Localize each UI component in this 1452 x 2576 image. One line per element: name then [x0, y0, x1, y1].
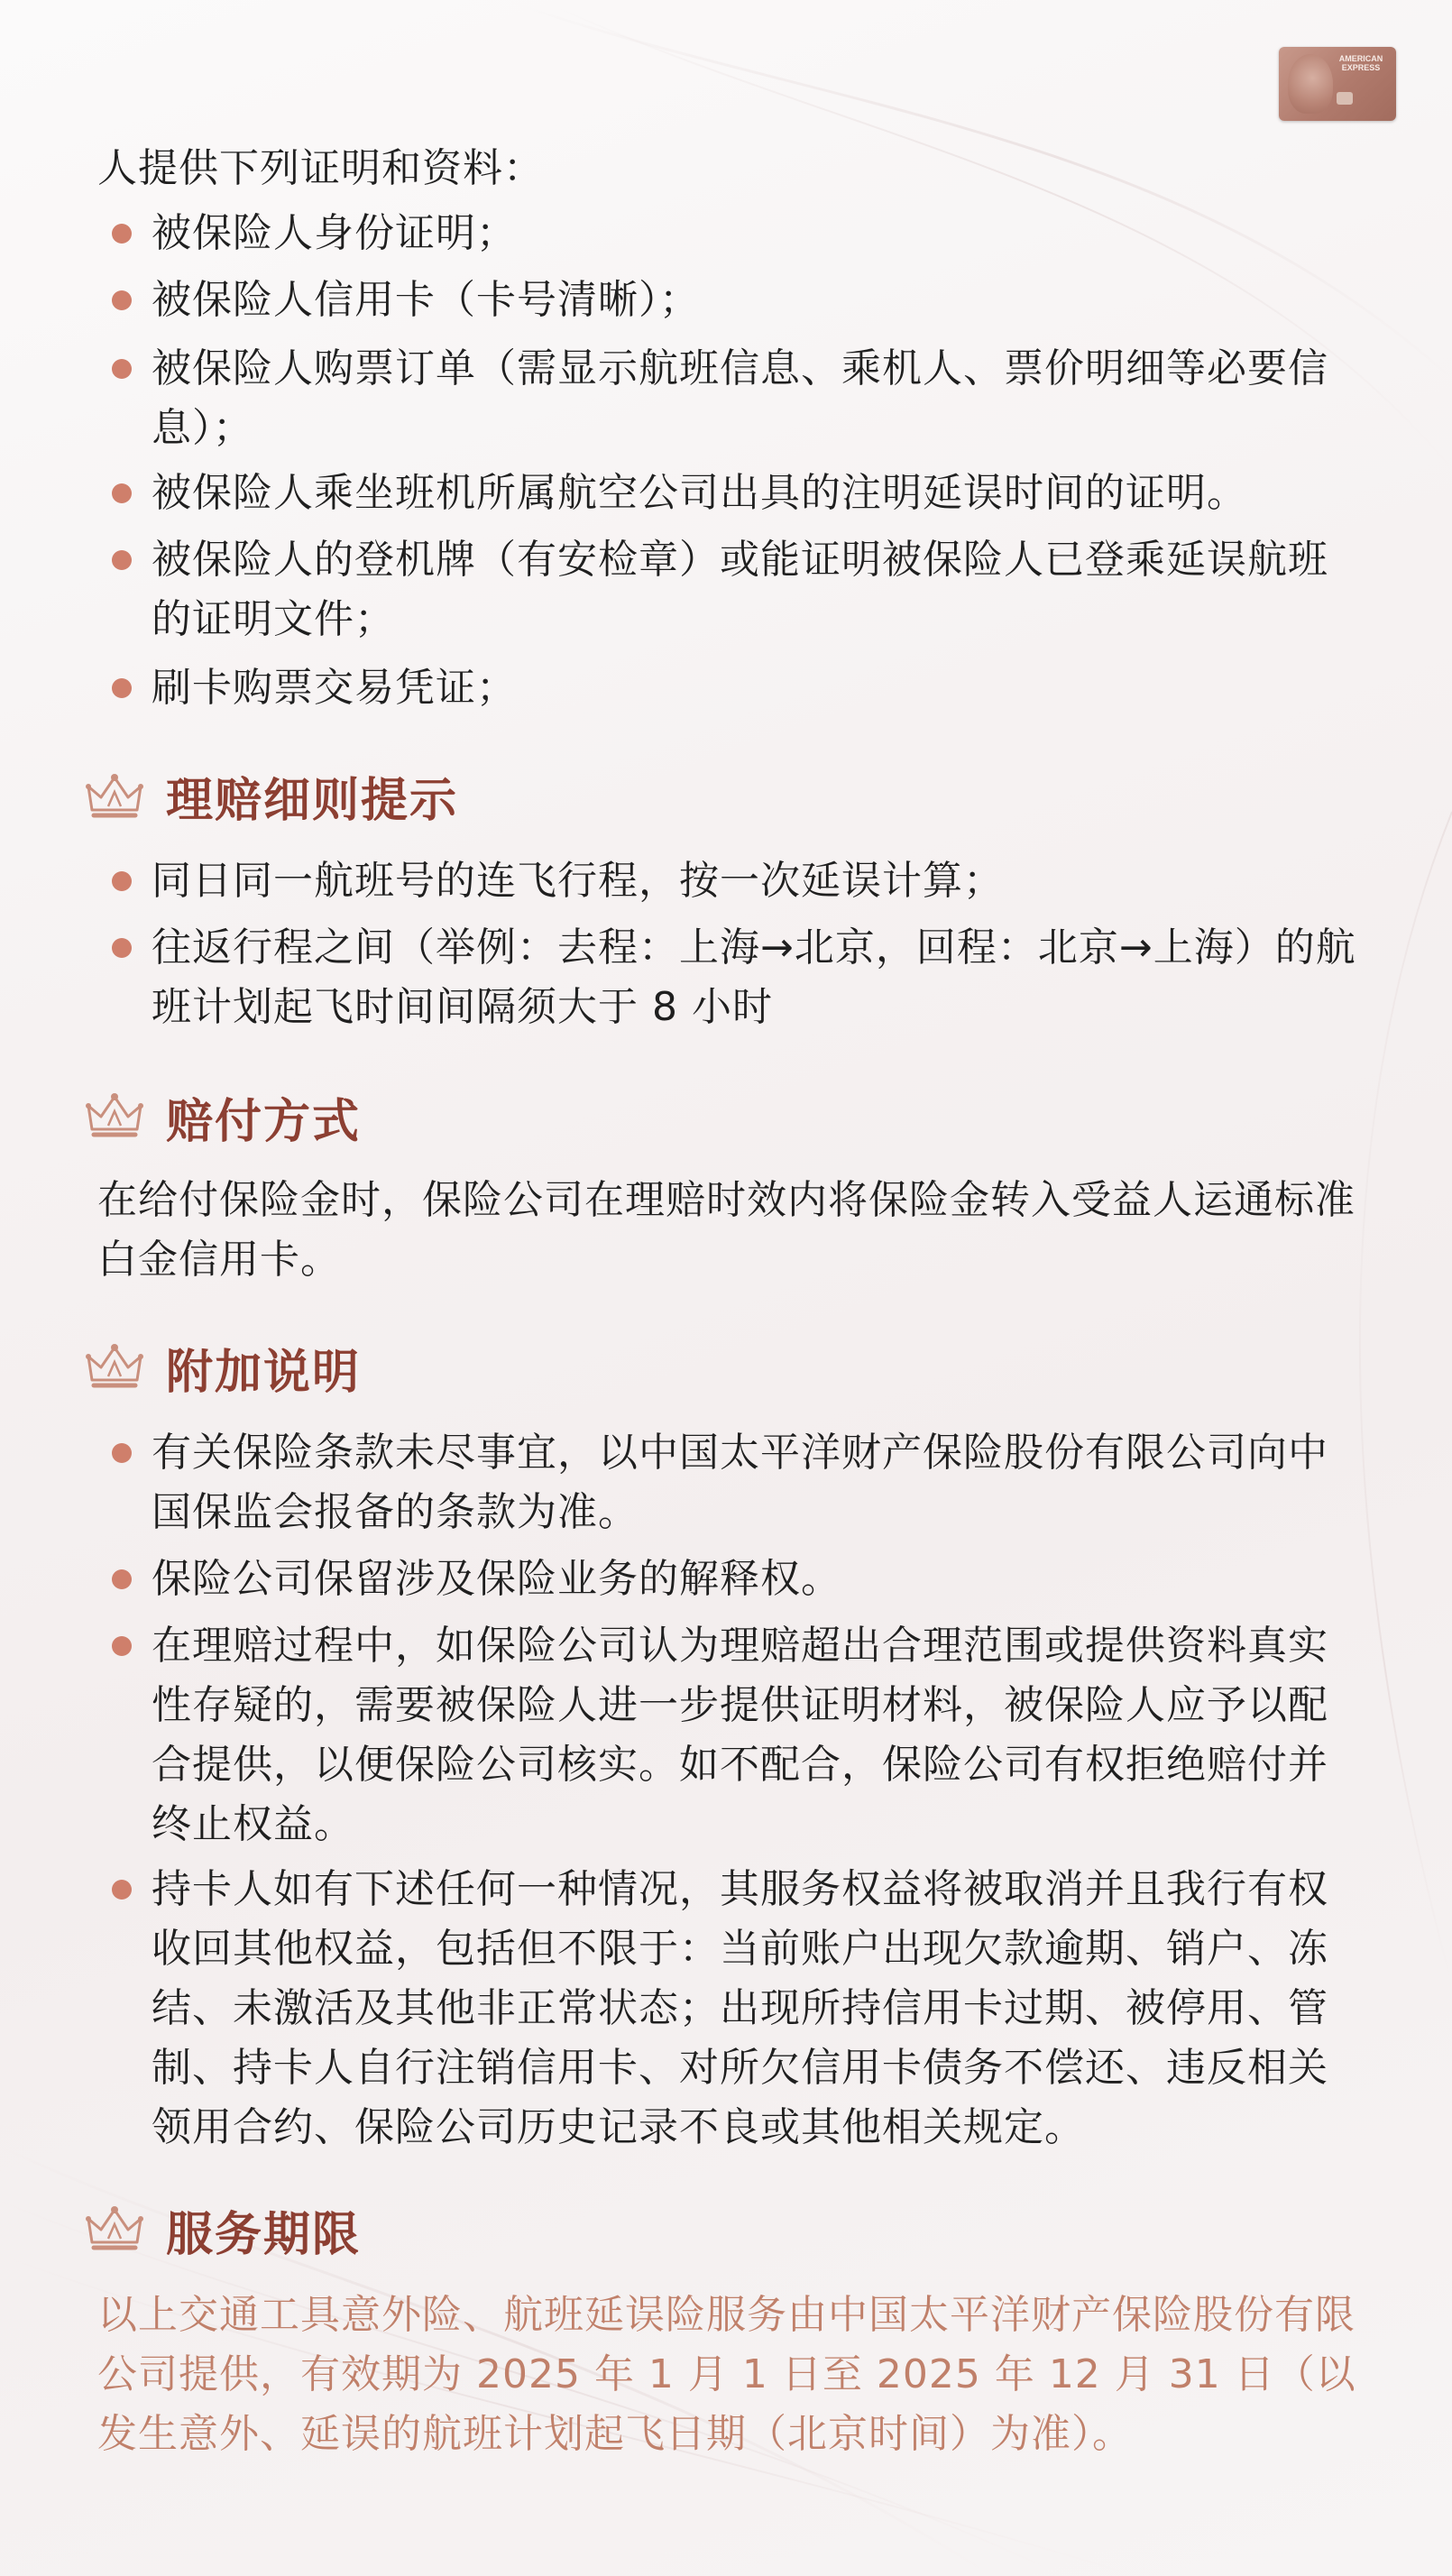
section-title-service-period: 服务期限	[166, 2208, 362, 2262]
list-item: 刷卡购票交易凭证；	[152, 665, 517, 711]
list-item: 被保险人信用卡（卡号清晰）；	[152, 277, 700, 323]
section-title-payment: 赔付方式	[166, 1095, 362, 1149]
bullet-icon	[112, 224, 132, 244]
card-chip-icon	[1337, 92, 1353, 105]
amex-card-logo	[1279, 47, 1396, 121]
bullet-icon	[112, 290, 132, 310]
list-item: 被保险人乘坐班机所属航空公司出具的注明延误时间的证明。	[152, 470, 1247, 516]
bullet-icon	[112, 871, 132, 891]
section-title-claim-tips: 理赔细则提示	[166, 774, 459, 828]
list-item: 被保险人身份证明；	[152, 210, 517, 256]
list-item: 在理赔过程中，如保险公司认为理赔超出合理范围或提供资料真实性存疑的，需要被保险人进一步提供证明材料，被保险人应予以配合提供，以便保险公司核实。如不配合，保险公司有权拒绝赔付并终止权益。	[152, 1623, 1328, 1847]
section-title-notes: 附加说明	[166, 1346, 362, 1400]
bullet-icon	[112, 359, 132, 379]
list-item: 有关保险条款未尽事宜，以中国太平洋财产保险股份有限公司向中国保监会报备的条款为准。	[152, 1430, 1328, 1535]
list-item: 被保险人购票订单（需显示航班信息、乘机人、票价明细等必要信息）；	[152, 345, 1328, 451]
bullet-icon	[112, 1569, 132, 1589]
crown-icon	[85, 770, 144, 826]
payment-text: 在给付保险金时，保险公司在理赔时效内将保险金转入受益人运通标准白金信用卡。	[97, 1177, 1356, 1283]
list-item: 被保险人的登机牌（有安检章）或能证明被保险人已登乘延误航班的证明文件；	[152, 537, 1328, 642]
card-brand-text: AMERICAN EXPRESS	[1338, 54, 1383, 72]
list-item: 同日同一航班号的连飞行程，按一次延误计算；	[152, 858, 1004, 904]
bullet-icon	[112, 550, 132, 570]
bullet-icon	[112, 483, 132, 503]
bullet-icon	[112, 1636, 132, 1656]
crown-icon	[85, 1340, 144, 1396]
crown-icon	[85, 1090, 144, 1145]
list-item: 保险公司保留涉及保险业务的解释权。	[152, 1556, 841, 1602]
intro-text: 人提供下列证明和资料：	[97, 145, 544, 191]
list-item: 往返行程之间（举例：去程：上海→北京，回程：北京→上海）的航班计划起飞时间间隔须大于 8 小时	[152, 925, 1356, 1030]
bullet-icon	[112, 1443, 132, 1463]
bullet-icon	[112, 678, 132, 698]
list-item: 持卡人如有下述任何一种情况，其服务权益将被取消并且我行有权收回其他权益，包括但不限于：当前账户出现欠款逾期、销户、冻结、未激活及其他非正常状态；出现所持信用卡过期、被停用、管制、持卡人自行注销信用卡、对所欠信用卡债务不偿还、违反相关领用合约、保险公司历史记录不良或其他相关规定。	[152, 1866, 1328, 2150]
crown-icon	[85, 2203, 144, 2259]
centurion-face-icon	[1288, 54, 1333, 114]
bullet-icon	[112, 938, 132, 958]
bullet-icon	[112, 1880, 132, 1900]
service-period-text: 以上交通工具意外险、航班延误险服务由中国太平洋财产保险股份有限公司提供，有效期为 2025 年 1 月 1 日至 2025 年 12 月 31 日（以发生意外、延误的航班计划起飞日期（北京时间）为准）。	[97, 2292, 1356, 2457]
